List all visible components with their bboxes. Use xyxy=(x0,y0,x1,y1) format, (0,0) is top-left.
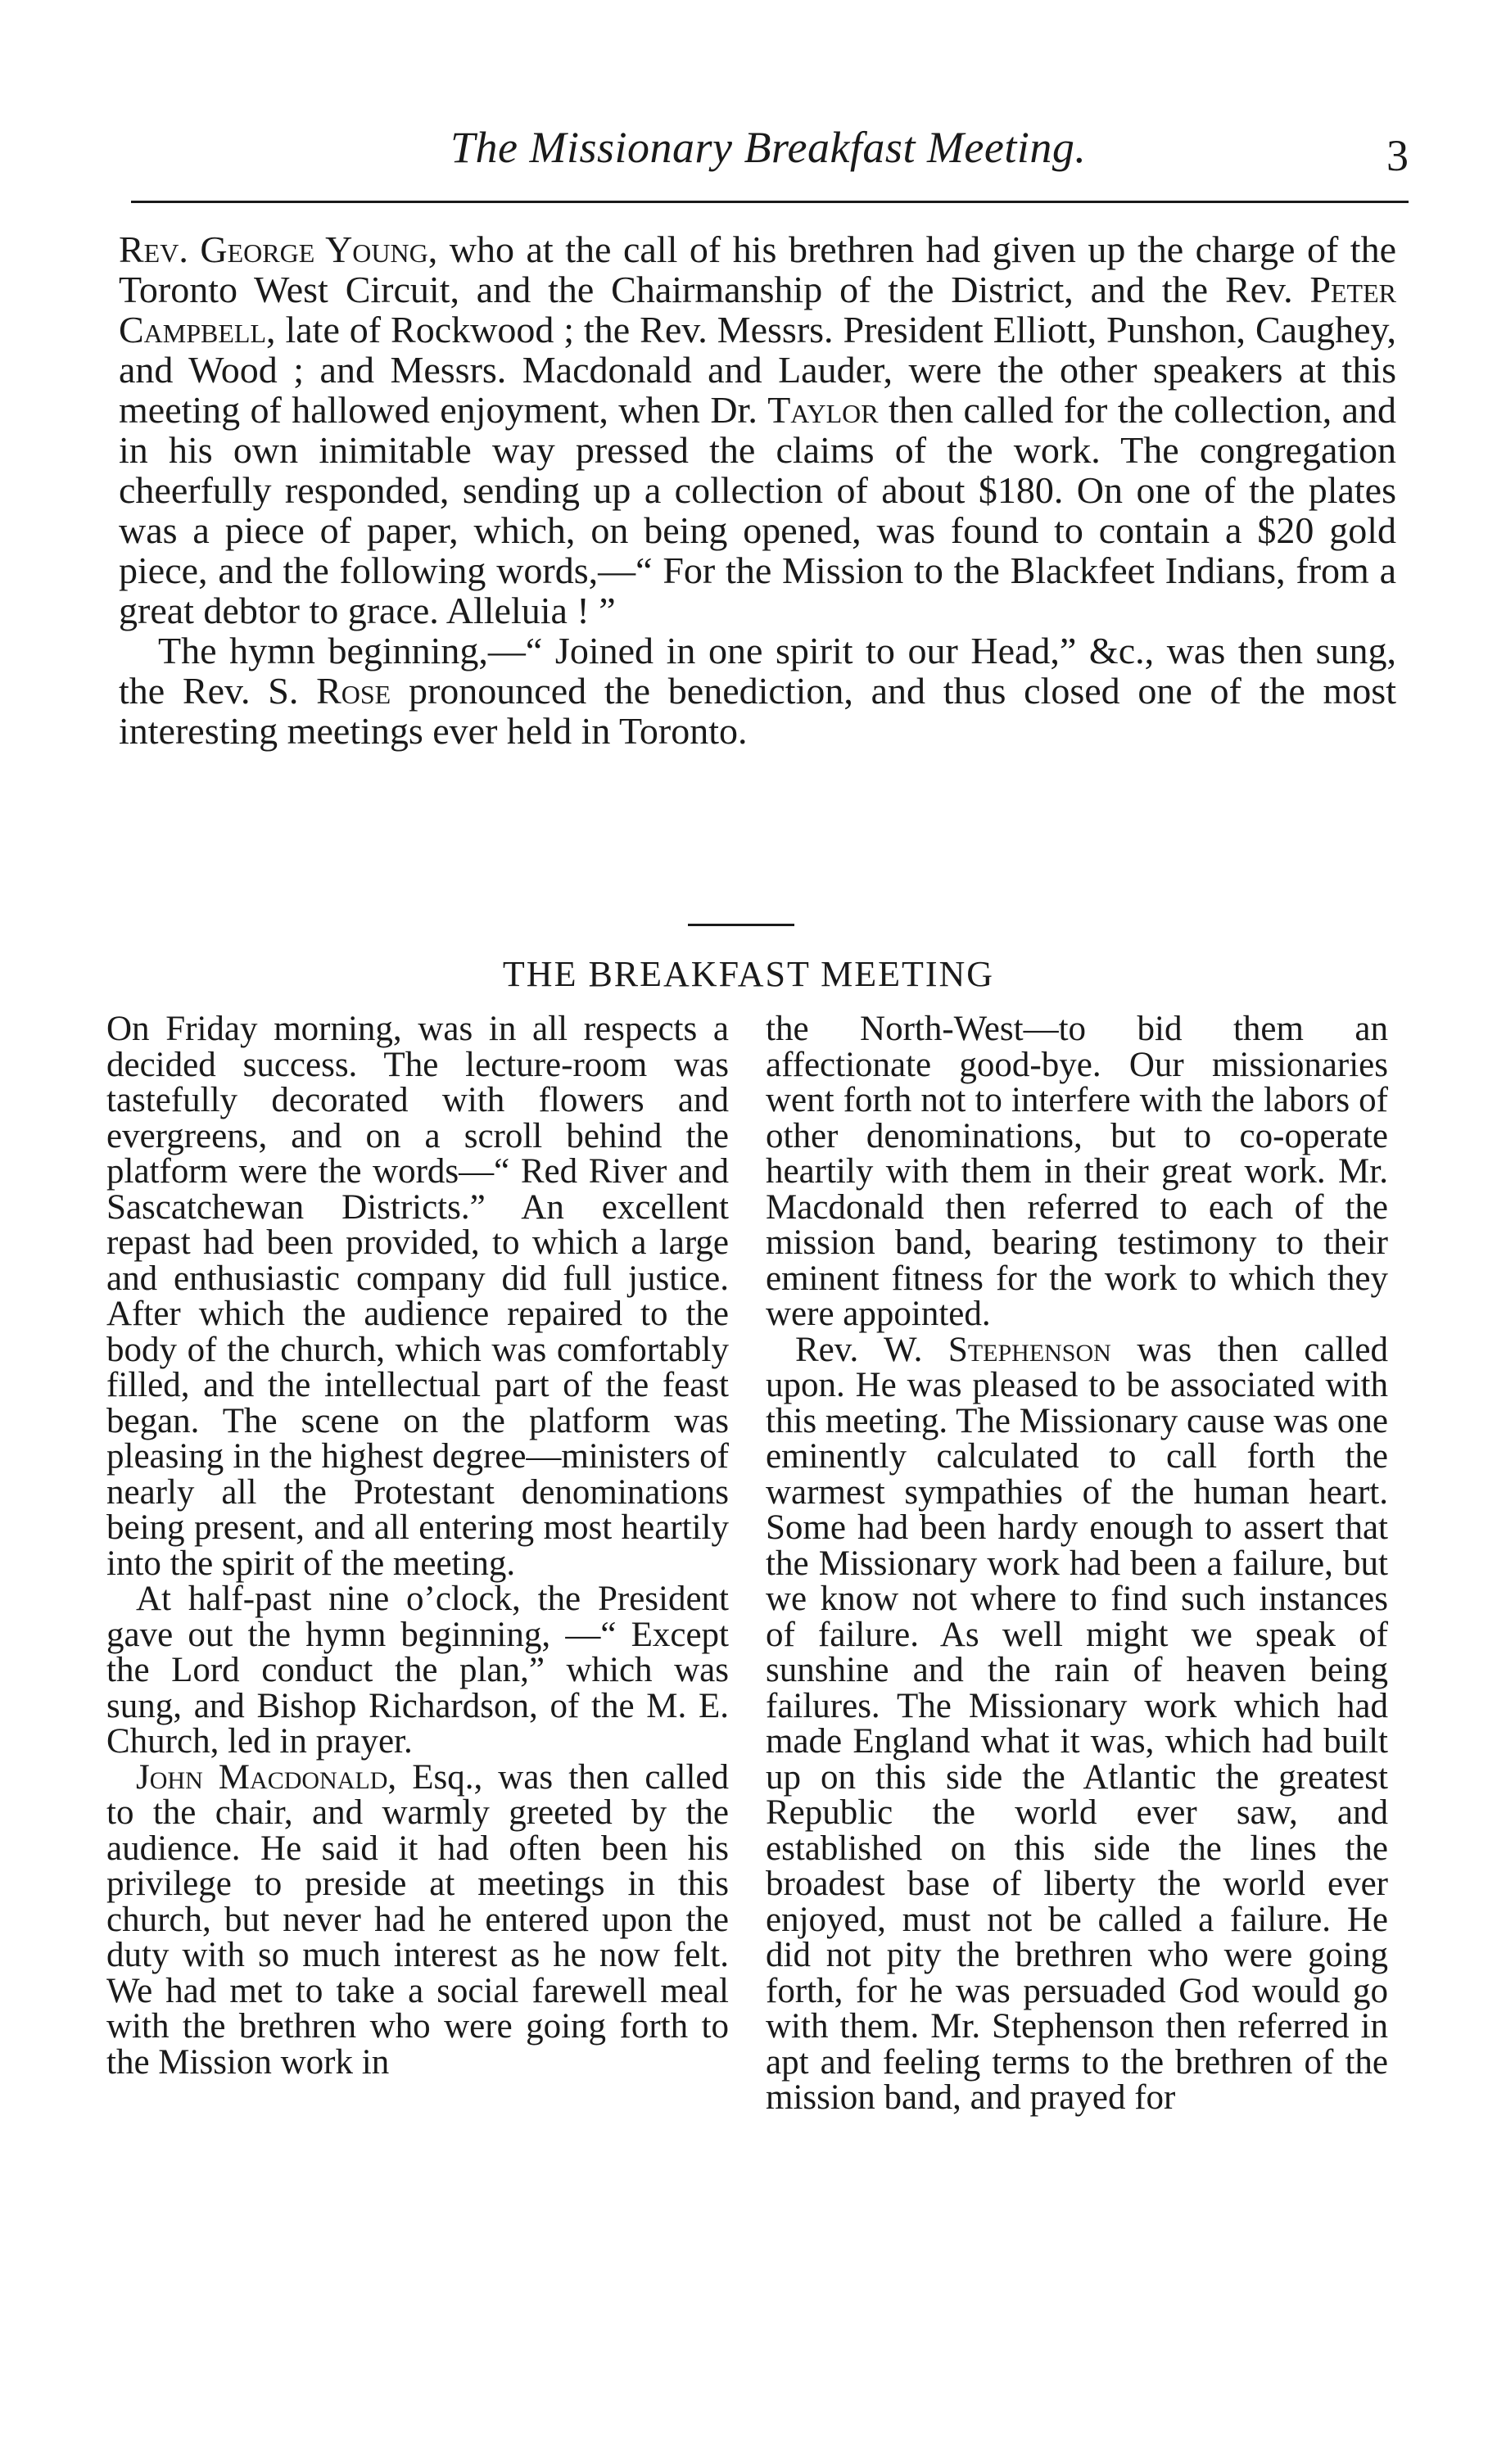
paragraph-text: The hymn beginning,—“ Joined in one spirit to our Head,” &c., was then sung, the Rev. S. xyxy=(119,630,1396,712)
paragraph-text: late of Rockwood ; the Rev. Messrs. President Elliott, Punshon, Caughey, and Wood ; and Messrs. Macdonald and Lauder, were the other speakers at this meeting of hallowed enjoyment, when Dr. xyxy=(119,309,1396,431)
intro-paragraph-1 xyxy=(119,229,1396,631)
section-title: THE BREAKFAST MEETING xyxy=(502,954,995,994)
left-paragraph-2: At half-past nine o’clock, the President gave out the hymn beginning, —“ Except the Lord conduct the plan,” which was sung, and Bishop Richardson, of the M. E. Church, led in prayer. xyxy=(106,1580,729,1761)
speaker-name: John Macdonald, xyxy=(136,1757,397,1797)
speaker-name: Stephenson xyxy=(947,1330,1111,1369)
paragraph-text: pronounced the benediction, and thus closed one of the most interesting meetings ever held in Toronto. xyxy=(119,670,1396,752)
speaker-name: Taylor xyxy=(767,389,879,431)
intro-paragraph-2 xyxy=(119,631,1396,751)
page-number: 3 xyxy=(1386,131,1409,180)
speaker-name: Rose xyxy=(316,670,391,712)
left-column xyxy=(106,1011,729,2080)
paragraph-text: Esq., was then called to the chair, and warmly greeted by the audience. He said it had often been his privilege to preside at meetings in this church, but never had he entered upon the duty with so much interest as he now felt. We had met to take a social farewell meal with the brethren who were going forth to the Mission work in xyxy=(106,1757,729,2082)
header-rule xyxy=(131,201,1409,203)
left-paragraph-1: On Friday morning, was in all respects a decided success. The lecture-room was tastefully decorated with flowers and evergreens, and on a scroll behind the platform were the words—“ Red River and Sascatchewan Districts.” An excellent repast had been provided, to which a large and enthusiastic company did full justice. After which the audience repaired to the body of the church, which was comfortably filled, and the intellectual part of the feast began. The scene on the platform was pleasing in the highest degree—ministers of nearly all the Protestant denominations being present, and all entering most heartily into the spirit of the meeting. xyxy=(106,1010,729,1583)
right-paragraph-2 xyxy=(766,1332,1388,2116)
right-paragraph-1: the North-West—to bid them an affectionate good-bye. Our missionaries went forth not to interfere with the labors of other denominations, but to co-operate heartily with them in their great work. Mr. Macdonald then referred to each of the mission band, bearing testimony to their eminent fitness for the work to which they were appointed. xyxy=(766,1010,1388,1333)
right-column xyxy=(766,1011,1388,2116)
paragraph-text: then called for the collection, and in his own inimitable way pressed the claims of the work. The congregation cheerfully responded, sending up a collection of about $180. On one of the plates was a piece of paper, which, on being opened, was found to contain a $20 gold piece, and the following words,—“ For the Mission to the Blackfeet Indians, from a great debtor to grace. Alleluia ! ” xyxy=(119,389,1396,631)
section-divider xyxy=(688,924,794,926)
paragraph-text: who at the call of his brethren had given up the charge of the Toronto West Circuit, and the Chairmanship of the District, and the Rev. xyxy=(119,228,1396,310)
speaker-name: Rev. George Young, xyxy=(119,228,438,270)
speaker-name: Peter Campbell, xyxy=(119,269,1396,350)
paragraph-text: was then called upon. He was pleased to be associated with this meeting. The Missionary cause was one eminently calculated to call forth the warmest sympathies of the human heart. Some had been hardy enough to assert that the Missionary work had been a failure, but we know not where to find such instances of failure. As well might we speak of sunshine and the rain of heaven being failures. The Missionary work which had made England what it was, which had built up on this side the Atlantic the greatest Republic the world ever saw, and established on this side the lines the broadest base of liberty the world ever enjoyed, must not be called a failure. He did not pity the brethren who were going forth, for he was persuaded God would go with them. Mr. Stephenson then referred in apt and feeling terms to the brethren of the mission band, and prayed for xyxy=(766,1330,1388,2117)
left-paragraph-3 xyxy=(106,1757,729,2082)
running-title: The Missionary Breakfast Meeting. xyxy=(450,123,1087,172)
paragraph-text: Rev. W. xyxy=(795,1330,948,1369)
intro-text xyxy=(119,229,1396,751)
running-head xyxy=(131,115,1409,180)
